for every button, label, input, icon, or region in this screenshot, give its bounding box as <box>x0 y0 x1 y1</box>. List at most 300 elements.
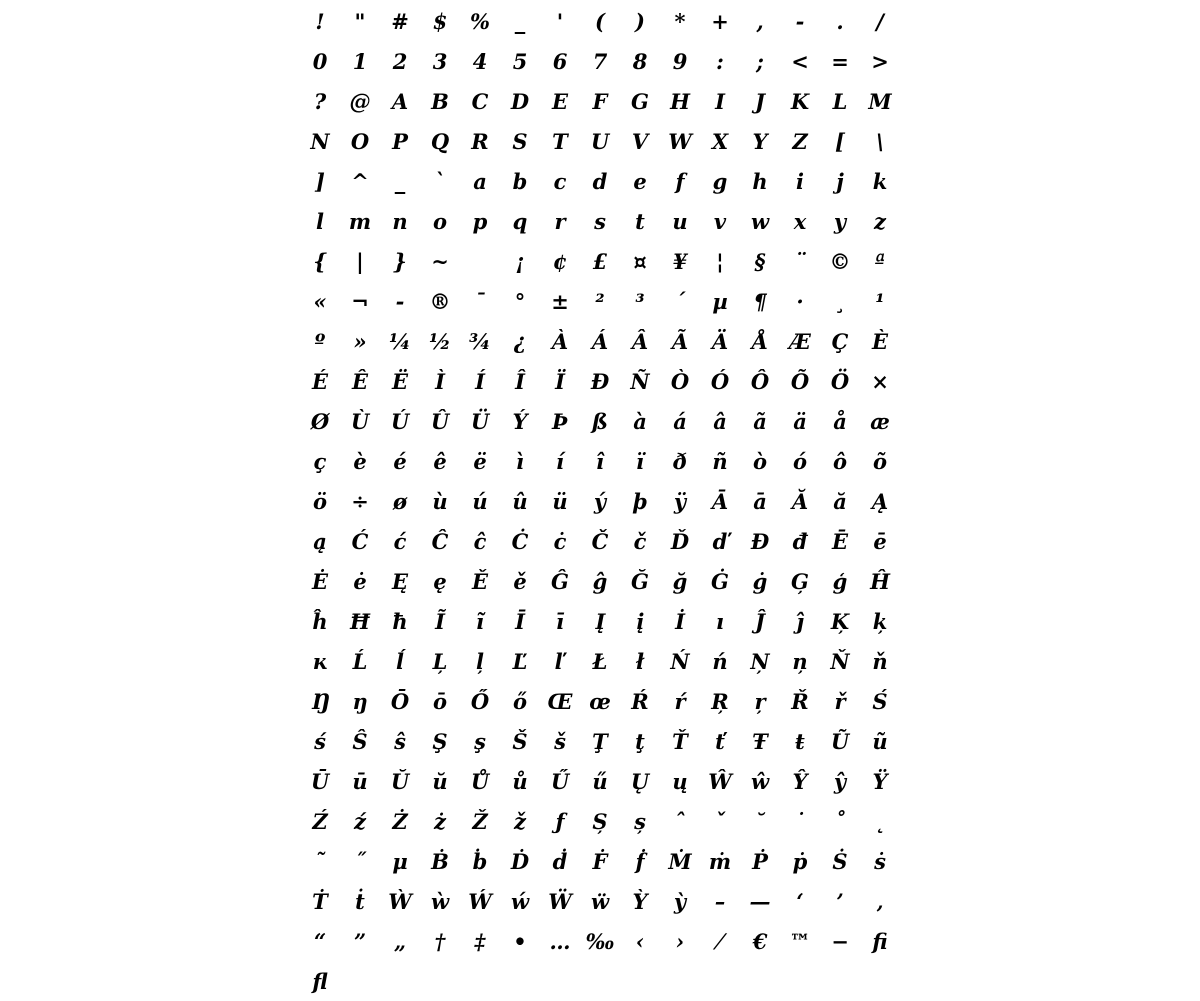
glyph-cell: ň <box>872 648 888 674</box>
glyph-cell: Ẁ <box>388 888 412 914</box>
glyph-cell: ; <box>756 48 764 74</box>
glyph-cell: ĉ <box>473 528 487 554</box>
glyph-cell: ³ <box>635 288 645 314</box>
glyph-cell: ş <box>474 728 486 754</box>
glyph-cell: W <box>668 128 692 154</box>
glyph-cell: + <box>711 8 729 34</box>
glyph-cell: " <box>354 8 366 34</box>
glyph-cell: Ṁ <box>668 848 692 874</box>
glyph-cell <box>460 241 500 281</box>
glyph-cell: Ć <box>351 528 369 554</box>
glyph-cell: å <box>833 408 847 434</box>
glyph-cell: ¾ <box>469 328 491 354</box>
glyph-cell: V <box>631 128 649 154</box>
glyph-cell: ď <box>712 528 728 554</box>
glyph-cell: ã <box>753 408 767 434</box>
glyph-cell: $ <box>432 8 448 34</box>
glyph-cell: č <box>633 528 647 554</box>
glyph-cell: ľ <box>554 648 566 674</box>
glyph-cell: x <box>793 208 807 234</box>
glyph-cell: ŧ <box>795 728 805 754</box>
glyph-cell: Ű <box>550 768 570 794</box>
glyph-cell: ō <box>432 688 447 714</box>
glyph-cell: j <box>836 168 844 194</box>
glyph-grid <box>300 1 900 1001</box>
glyph-cell: Ş <box>432 728 448 754</box>
glyph-cell: Ỳ <box>632 888 648 914</box>
glyph-cell: @ <box>349 88 371 114</box>
glyph-cell: Ë <box>391 368 408 394</box>
glyph-cell: ĺ <box>396 648 404 674</box>
glyph-cell: Ĥ <box>870 568 890 594</box>
glyph-cell: O <box>350 128 370 154</box>
glyph-cell: ů <box>512 768 528 794</box>
glyph-cell: Į <box>595 608 605 634</box>
glyph-cell: ċ <box>553 528 567 554</box>
glyph-cell: ¶ <box>753 288 767 314</box>
glyph-cell: ç <box>313 448 327 474</box>
glyph-cell: ỳ <box>673 888 687 914</box>
glyph-cell: ] <box>315 168 325 194</box>
glyph-cell: İ <box>675 608 685 634</box>
glyph-cell: Ù <box>350 408 370 434</box>
glyph-cell: ų <box>672 768 688 794</box>
glyph-cell: v <box>713 208 727 234</box>
glyph-cell: J <box>755 88 765 114</box>
glyph-cell: X <box>711 128 729 154</box>
glyph-cell: ´ <box>674 288 686 314</box>
glyph-cell: Á <box>591 328 609 354</box>
glyph-cell: ė <box>353 568 367 594</box>
glyph-cell: - <box>395 288 405 314</box>
glyph-cell: ¬ <box>351 288 369 314</box>
glyph-cell: > <box>871 48 889 74</box>
glyph-cell: Ŕ <box>631 688 649 714</box>
glyph-cell: þ <box>632 488 648 514</box>
glyph-cell: Ĉ <box>431 528 449 554</box>
glyph-cell: ˚ <box>834 808 846 834</box>
glyph-cell: Ő <box>470 688 490 714</box>
glyph-cell: ø <box>392 488 407 514</box>
glyph-cell: Ě <box>471 568 488 594</box>
glyph-cell: Ã <box>671 328 689 354</box>
glyph-cell: # <box>391 8 409 34</box>
glyph-cell: / <box>876 8 884 34</box>
glyph-cell: ﬂ <box>312 968 328 994</box>
glyph-cell: û <box>512 488 528 514</box>
glyph-cell: Ḟ <box>592 848 608 874</box>
glyph-cell: ¸ <box>834 288 846 314</box>
glyph-cell: 6 <box>552 48 568 74</box>
glyph-cell: ^ <box>351 168 369 194</box>
glyph-cell: Ž <box>472 808 488 834</box>
glyph-cell: [ <box>835 128 845 154</box>
glyph-cell: F <box>592 88 608 114</box>
glyph-sheet <box>300 0 900 1000</box>
glyph-cell: Ğ <box>631 568 649 594</box>
glyph-cell: ˘ <box>754 808 766 834</box>
glyph-cell: t <box>635 208 645 234</box>
glyph-cell: Ö <box>830 368 850 394</box>
glyph-cell: Ü <box>470 408 490 434</box>
glyph-cell: • <box>513 928 527 954</box>
glyph-cell: _ <box>514 8 526 34</box>
glyph-cell: ¢ <box>552 248 568 274</box>
glyph-cell: ḃ <box>472 848 488 874</box>
glyph-cell: { <box>313 248 327 274</box>
glyph-cell: μ <box>392 848 408 874</box>
glyph-cell: ö <box>312 488 327 514</box>
glyph-cell: Ḋ <box>510 848 530 874</box>
glyph-cell: Ę <box>391 568 408 594</box>
glyph-cell: ŝ <box>394 728 406 754</box>
glyph-cell: Œ <box>547 688 573 714</box>
glyph-cell: § <box>754 248 766 274</box>
glyph-cell: ĝ <box>592 568 608 594</box>
glyph-cell: Ľ <box>512 648 528 674</box>
glyph-cell: ẅ <box>590 888 610 914</box>
glyph-cell: · <box>796 288 804 314</box>
glyph-cell: ņ <box>792 648 808 674</box>
glyph-cell: ù <box>432 488 448 514</box>
glyph-cell: ġ <box>752 568 768 594</box>
glyph-cell: è <box>353 448 367 474</box>
glyph-cell: Ō <box>390 688 410 714</box>
glyph-cell: ł <box>635 648 645 674</box>
glyph-cell: é <box>393 448 407 474</box>
glyph-cell: à <box>633 408 647 434</box>
glyph-cell: * <box>674 8 686 34</box>
glyph-cell: … <box>549 928 571 954</box>
glyph-cell: Ź <box>312 808 328 834</box>
glyph-cell: Ň <box>830 648 850 674</box>
glyph-cell: d <box>592 168 608 194</box>
glyph-cell: : <box>716 48 724 74</box>
glyph-cell: × <box>871 368 889 394</box>
glyph-cell: ī <box>556 608 564 634</box>
glyph-cell: Ł <box>592 648 608 674</box>
glyph-cell: } <box>393 248 407 274</box>
glyph-cell: Ï <box>555 368 565 394</box>
glyph-cell: ¨ <box>794 248 806 274</box>
glyph-cell: S <box>512 128 528 154</box>
glyph-cell: Ḃ <box>431 848 449 874</box>
glyph-cell: 9 <box>672 48 688 74</box>
glyph-cell: ‡ <box>474 928 486 954</box>
glyph-cell: E <box>551 88 568 114</box>
glyph-cell: Ă <box>791 488 809 514</box>
glyph-cell: Ė <box>311 568 328 594</box>
glyph-cell: ™ <box>789 928 811 954</box>
glyph-cell: Õ <box>790 368 810 394</box>
glyph-cell: Ţ <box>592 728 608 754</box>
glyph-cell: ‰ <box>585 928 615 954</box>
glyph-cell: 8 <box>632 48 648 74</box>
glyph-cell: ā <box>753 488 767 514</box>
glyph-cell: Ĩ <box>435 608 445 634</box>
glyph-cell: Ū <box>310 768 330 794</box>
glyph-cell: Ģ <box>791 568 809 594</box>
glyph-cell: l <box>316 208 324 234</box>
glyph-cell: È <box>871 328 888 354</box>
glyph-cell: › <box>675 928 685 954</box>
glyph-cell: į <box>636 608 644 634</box>
glyph-cell: K <box>790 88 810 114</box>
glyph-cell: ñ <box>712 448 728 474</box>
glyph-cell: ˛ <box>874 808 886 834</box>
glyph-cell: Č <box>591 528 609 554</box>
glyph-cell: â <box>713 408 727 434</box>
glyph-cell: 4 <box>472 48 488 74</box>
glyph-cell: R <box>471 128 489 154</box>
glyph-cell: ź <box>354 808 366 834</box>
glyph-cell: Ď <box>670 528 690 554</box>
glyph-cell: ă <box>833 488 847 514</box>
glyph-cell: Ý <box>512 408 528 434</box>
glyph-cell: « <box>313 288 327 314</box>
glyph-cell: Ļ <box>432 648 448 674</box>
glyph-cell: Î <box>515 368 525 394</box>
glyph-cell: Ħ <box>350 608 370 634</box>
glyph-cell: ) <box>635 8 645 34</box>
glyph-cell: Ẃ <box>468 888 492 914</box>
glyph-cell: ś <box>314 728 326 754</box>
glyph-cell: ṡ <box>874 848 886 874</box>
glyph-cell: ‹ <box>635 928 645 954</box>
glyph-cell: Ř <box>791 688 809 714</box>
glyph-cell: ¯ <box>474 288 486 314</box>
glyph-cell: C <box>471 88 489 114</box>
glyph-cell: Ā <box>711 488 729 514</box>
glyph-cell: N <box>310 128 330 154</box>
glyph-cell: D <box>510 88 530 114</box>
glyph-cell: ē <box>873 528 887 554</box>
glyph-cell: ő <box>512 688 527 714</box>
glyph-cell: u <box>672 208 688 234</box>
glyph-cell: Ç <box>831 328 849 354</box>
glyph-cell: ? <box>313 88 327 114</box>
glyph-cell: Æ <box>789 328 811 354</box>
glyph-cell: z <box>874 208 886 234</box>
glyph-cell: Ń <box>670 648 690 674</box>
glyph-cell: 7 <box>592 48 608 74</box>
glyph-cell: ß <box>592 408 608 434</box>
glyph-cell: \ <box>876 128 884 154</box>
glyph-cell: Ż <box>392 808 408 834</box>
glyph-cell: I <box>715 88 725 114</box>
glyph-cell: “ <box>313 928 327 954</box>
glyph-cell: Š <box>512 728 528 754</box>
glyph-cell: ű <box>592 768 608 794</box>
glyph-cell: œ <box>589 688 611 714</box>
glyph-cell: ŭ <box>432 768 448 794</box>
glyph-cell: Ī <box>515 608 525 634</box>
glyph-cell: Ê <box>351 368 368 394</box>
glyph-cell: s <box>594 208 606 234</box>
glyph-cell: Ġ <box>711 568 729 594</box>
glyph-cell: Ó <box>710 368 730 394</box>
glyph-cell: ū <box>352 768 368 794</box>
glyph-cell: ĥ <box>312 608 328 634</box>
glyph-cell: Í <box>475 368 485 394</box>
glyph-cell: Y <box>752 128 768 154</box>
glyph-cell: Ä <box>711 328 729 354</box>
glyph-cell: Ŧ <box>752 728 768 754</box>
glyph-cell: ¼ <box>389 328 411 354</box>
glyph-cell: Â <box>631 328 649 354</box>
glyph-cell: ÷ <box>351 488 369 514</box>
glyph-cell: ŕ <box>674 688 686 714</box>
glyph-cell: ± <box>551 288 569 314</box>
glyph-cell: ° <box>514 288 526 314</box>
glyph-cell: 2 <box>392 48 408 74</box>
glyph-cell: á <box>673 408 687 434</box>
glyph-cell: q <box>512 208 528 234</box>
glyph-cell: a <box>473 168 487 194</box>
glyph-cell: õ <box>872 448 887 474</box>
glyph-cell: Ŋ <box>310 688 330 714</box>
glyph-cell: Å <box>751 328 769 354</box>
glyph-cell: Ũ <box>830 728 850 754</box>
glyph-cell: Ů <box>470 768 490 794</box>
glyph-cell: . <box>836 8 844 34</box>
glyph-cell: Ť <box>672 728 688 754</box>
glyph-cell: r <box>554 208 566 234</box>
glyph-cell: ‚ <box>876 888 884 914</box>
glyph-cell: Ș <box>592 808 608 834</box>
glyph-cell: ' <box>556 8 564 34</box>
glyph-cell: ¹ <box>875 288 885 314</box>
glyph-cell: ˝ <box>354 848 366 874</box>
glyph-cell: L <box>832 88 848 114</box>
glyph-cell: © <box>829 248 851 274</box>
glyph-cell: ħ <box>392 608 408 634</box>
glyph-cell: „ <box>393 928 407 954</box>
glyph-cell: ě <box>513 568 527 594</box>
glyph-cell: ` <box>434 168 446 194</box>
glyph-cell: ż <box>434 808 446 834</box>
glyph-cell: , <box>756 8 764 34</box>
glyph-cell: Ŝ <box>352 728 368 754</box>
glyph-cell: ŋ <box>352 688 368 714</box>
glyph-cell: Ò <box>670 368 690 394</box>
glyph-cell: ¤ <box>633 248 647 274</box>
glyph-cell: Ṡ <box>832 848 848 874</box>
glyph-cell: € <box>752 928 768 954</box>
glyph-cell: ș <box>634 808 646 834</box>
glyph-cell: ˆ <box>674 808 686 834</box>
glyph-cell: ¿ <box>513 328 527 354</box>
glyph-cell: U <box>590 128 610 154</box>
glyph-cell: Ų <box>630 768 650 794</box>
glyph-cell: Ø <box>310 408 330 434</box>
glyph-cell: B <box>431 88 449 114</box>
glyph-cell: Ú <box>390 408 410 434</box>
glyph-cell: Ẅ <box>548 888 572 914</box>
glyph-cell: m <box>348 208 372 234</box>
glyph-cell: Ñ <box>630 368 650 394</box>
glyph-cell: î <box>596 448 604 474</box>
glyph-cell: w <box>750 208 770 234</box>
glyph-cell: ® <box>429 288 451 314</box>
glyph-cell: ⁄ <box>718 928 722 954</box>
glyph-cell: ˙ <box>794 808 806 834</box>
glyph-cell: ˇ <box>714 808 726 834</box>
glyph-cell: í <box>556 448 564 474</box>
glyph-cell: ḋ <box>552 848 568 874</box>
glyph-cell: ì <box>516 448 524 474</box>
glyph-cell: ı <box>716 608 724 634</box>
glyph-cell: ï <box>636 448 644 474</box>
glyph-cell: ḟ <box>635 848 645 874</box>
glyph-cell: ą <box>313 528 327 554</box>
glyph-cell: Ą <box>871 488 889 514</box>
glyph-cell: ģ <box>832 568 848 594</box>
glyph-cell: ’ <box>836 888 844 914</box>
glyph-cell: ž <box>514 808 526 834</box>
glyph-cell: ‘ <box>796 888 804 914</box>
glyph-cell: Þ <box>552 408 568 434</box>
glyph-cell: p <box>472 208 488 234</box>
glyph-cell: = <box>831 48 849 74</box>
glyph-cell: ü <box>552 488 568 514</box>
glyph-cell: Ķ <box>830 608 850 634</box>
glyph-cell: - <box>795 8 805 34</box>
glyph-cell: T <box>552 128 568 154</box>
glyph-cell: Ì <box>435 368 445 394</box>
glyph-cell: ŗ <box>754 688 766 714</box>
glyph-cell: 1 <box>352 48 368 74</box>
glyph-cell: ÿ <box>673 488 687 514</box>
glyph-cell: 0 <box>312 48 328 74</box>
glyph-cell: É <box>311 368 328 394</box>
glyph-cell: − <box>831 928 849 954</box>
glyph-cell: ä <box>793 408 807 434</box>
glyph-cell: ć <box>393 528 407 554</box>
glyph-cell: Ĵ <box>755 608 765 634</box>
glyph-cell: ę <box>433 568 447 594</box>
glyph-cell: ë <box>473 448 487 474</box>
glyph-cell: Ŵ <box>708 768 732 794</box>
glyph-cell: e <box>633 168 647 194</box>
glyph-cell: % <box>470 8 490 34</box>
glyph-cell: Ṗ <box>752 848 768 874</box>
glyph-cell: ª <box>874 248 886 274</box>
glyph-cell: ĩ <box>476 608 484 634</box>
glyph-cell: Ŷ <box>792 768 808 794</box>
glyph-cell: † <box>434 928 446 954</box>
glyph-cell: ” <box>353 928 367 954</box>
glyph-cell: Z <box>792 128 808 154</box>
glyph-cell: G <box>631 88 649 114</box>
glyph-cell: ﬁ <box>872 928 888 954</box>
glyph-cell: £ <box>592 248 608 274</box>
glyph-cell: – <box>714 888 726 914</box>
glyph-cell: ƒ <box>555 808 565 834</box>
glyph-cell: ý <box>593 488 607 514</box>
glyph-cell: h <box>752 168 768 194</box>
glyph-cell: g <box>712 168 728 194</box>
glyph-cell: ~ <box>431 248 449 274</box>
glyph-cell: ó <box>792 448 807 474</box>
glyph-cell: n <box>392 208 408 234</box>
glyph-cell: º <box>314 328 326 354</box>
glyph-cell: 5 <box>512 48 528 74</box>
glyph-cell: ê <box>433 448 447 474</box>
glyph-cell: Đ <box>750 528 770 554</box>
glyph-cell: ĵ <box>796 608 804 634</box>
glyph-cell: < <box>791 48 809 74</box>
